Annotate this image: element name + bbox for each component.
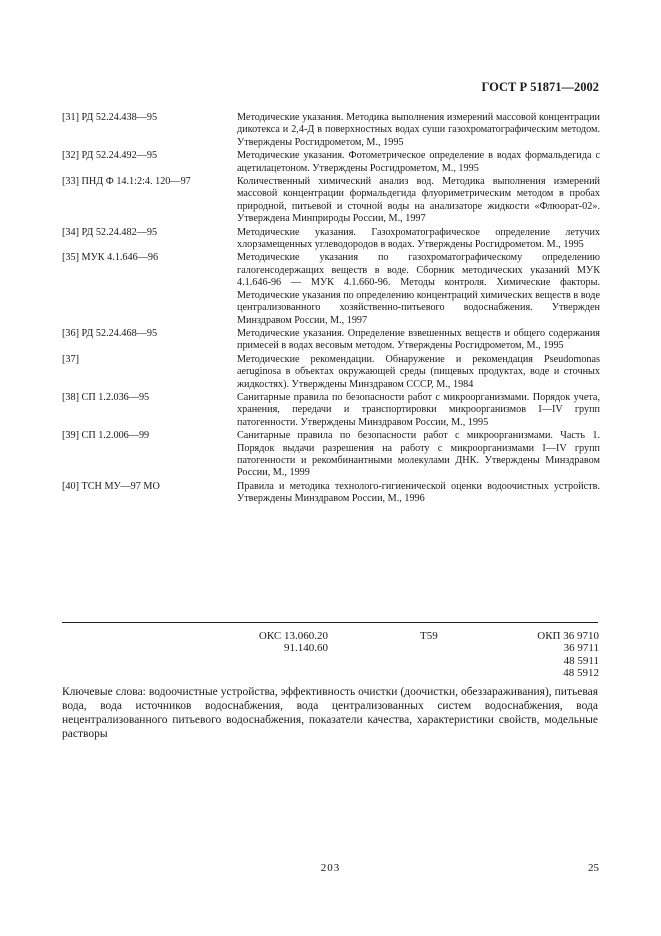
reference-item	[62, 150, 600, 175]
okp-code: 48 5911	[563, 654, 599, 667]
keywords-paragraph: Ключевые слова: водоочистные устройства, эффективность очистки (доочистки, обеззараживания), питьевая вода, вода источников водоснабжения, вода централизованных систем водоснабжения, вода нецентрализованного питьевого водоснабжения, показатели качества, характеристики свойств, модельные растворы	[62, 686, 598, 740]
reference-text: Санитарные правила по безопасности работ с микроорганизмами. Порядок учета, хранения, передачи и транспортировки микроорганизмов I—IV групп патогенности. Утверждены Минздравом России, М., 1995	[237, 391, 600, 428]
reference-id: [35] МУК 4.1.646—96	[62, 252, 159, 264]
reference-text: Методические указания. Газохроматографическое определение летучих хлорзамещенных углеводородов в водах. Утверждены Росгидрометом. М., 1995	[237, 226, 600, 251]
group-code: Т59	[420, 630, 438, 642]
reference-text: Правила и методика технолого-гигиенической оценки водоочистных устройств. Утверждены Минздравом России, М., 1996	[237, 480, 600, 505]
reference-id: [32] РД 52.24.492—95	[62, 150, 158, 162]
reference-id: [36] РД 52.24.468—95	[62, 327, 158, 339]
reference-item	[62, 176, 600, 226]
okp-code: 36 9711	[563, 642, 599, 655]
divider-line	[62, 622, 598, 623]
okp-code: 48 5912	[563, 666, 599, 679]
reference-item	[62, 328, 600, 353]
reference-item	[62, 481, 600, 506]
reference-item	[62, 112, 600, 149]
okp-code: ОКП 36 9710	[537, 630, 599, 642]
document-header: ГОСТ Р 51871—2002	[481, 80, 599, 94]
reference-id: [38] СП 1.2.036—95	[62, 391, 150, 403]
reference-text: Методические рекомендации. Обнаружение и рекомендация Pseudomonas aeruginosa в объектах окружающей среды (пищевых продуктах, воде и сточных жидкостях). Утверждены Минздравом СССР, М., 1984	[237, 353, 600, 390]
reference-text: Методические указания. Фотометрическое определение в водах формальдегида с ацетилацетоном. Утверждены Росгидрометом, М., 1995	[237, 150, 600, 174]
page-number-right: 25	[588, 862, 599, 874]
reference-text: Методические указания. Определение взвешенных веществ и общего содержания примесей в водах весовым методом. Утверждены Росгидрометом, М., 1995	[237, 327, 600, 352]
reference-text: Количественный химический анализ вод. Методика выполнения измерений массовой концентрации формальдегида флуориметрическим методом в пробах природной, питьевой и сточной воды на анализаторе жидкости «Флюорат-02». Утверждена Минприроды России, М., 1997	[237, 176, 600, 225]
reference-text: Методические указания по газохроматографическому определению галогенсодержащих веществ в воде. Сборник методических указаний МУК 4.1.646-96 — МУК 4.1.660-96. Методы контроля. Химические факторы. Методические указания по определению концентраций химических веществ в воде централизованного хозяйственно-питьевого водоснабжения. Утвержден Минздравом России, М., 1997	[237, 252, 600, 326]
reference-id: [37]	[62, 353, 79, 365]
reference-item	[62, 227, 600, 252]
reference-id: [33] ПНД Ф 14.1:2:4. 120—97	[62, 176, 191, 188]
reference-id: [31] РД 52.24.438—95	[62, 112, 158, 123]
reference-list	[62, 112, 600, 507]
page-number-center: 203	[320, 862, 341, 874]
reference-id: [40] ТСН МУ—97 МО	[62, 480, 160, 492]
reference-text: Методические указания. Методика выполнения измерений массовой концентрации дикотекса и 2,4-Д в поверхностных водах суши газохроматографическим методом. Утверждены Росгидрометом, М., 1995	[237, 112, 600, 148]
reference-id: [34] РД 52.24.482—95	[62, 226, 158, 238]
oks-code: 91.140.60	[284, 642, 328, 655]
oks-code: ОКС 13.060.20	[258, 630, 328, 642]
reference-item	[62, 354, 600, 391]
reference-item	[62, 392, 600, 429]
oks-codes	[250, 630, 328, 655]
reference-item	[62, 252, 600, 326]
reference-id: [39] СП 1.2.006—99	[62, 430, 150, 442]
reference-item	[62, 430, 600, 480]
reference-text: Санитарные правила по безопасности работ с микроорганизмами. Часть 1. Порядок выдачи разрешения на работу с микроорганизмами I—IV групп патогенности и рекомбинантными молекулами ДНК. Утверждены Минздравом России, М., 1999	[237, 430, 600, 479]
okp-codes	[537, 630, 599, 679]
